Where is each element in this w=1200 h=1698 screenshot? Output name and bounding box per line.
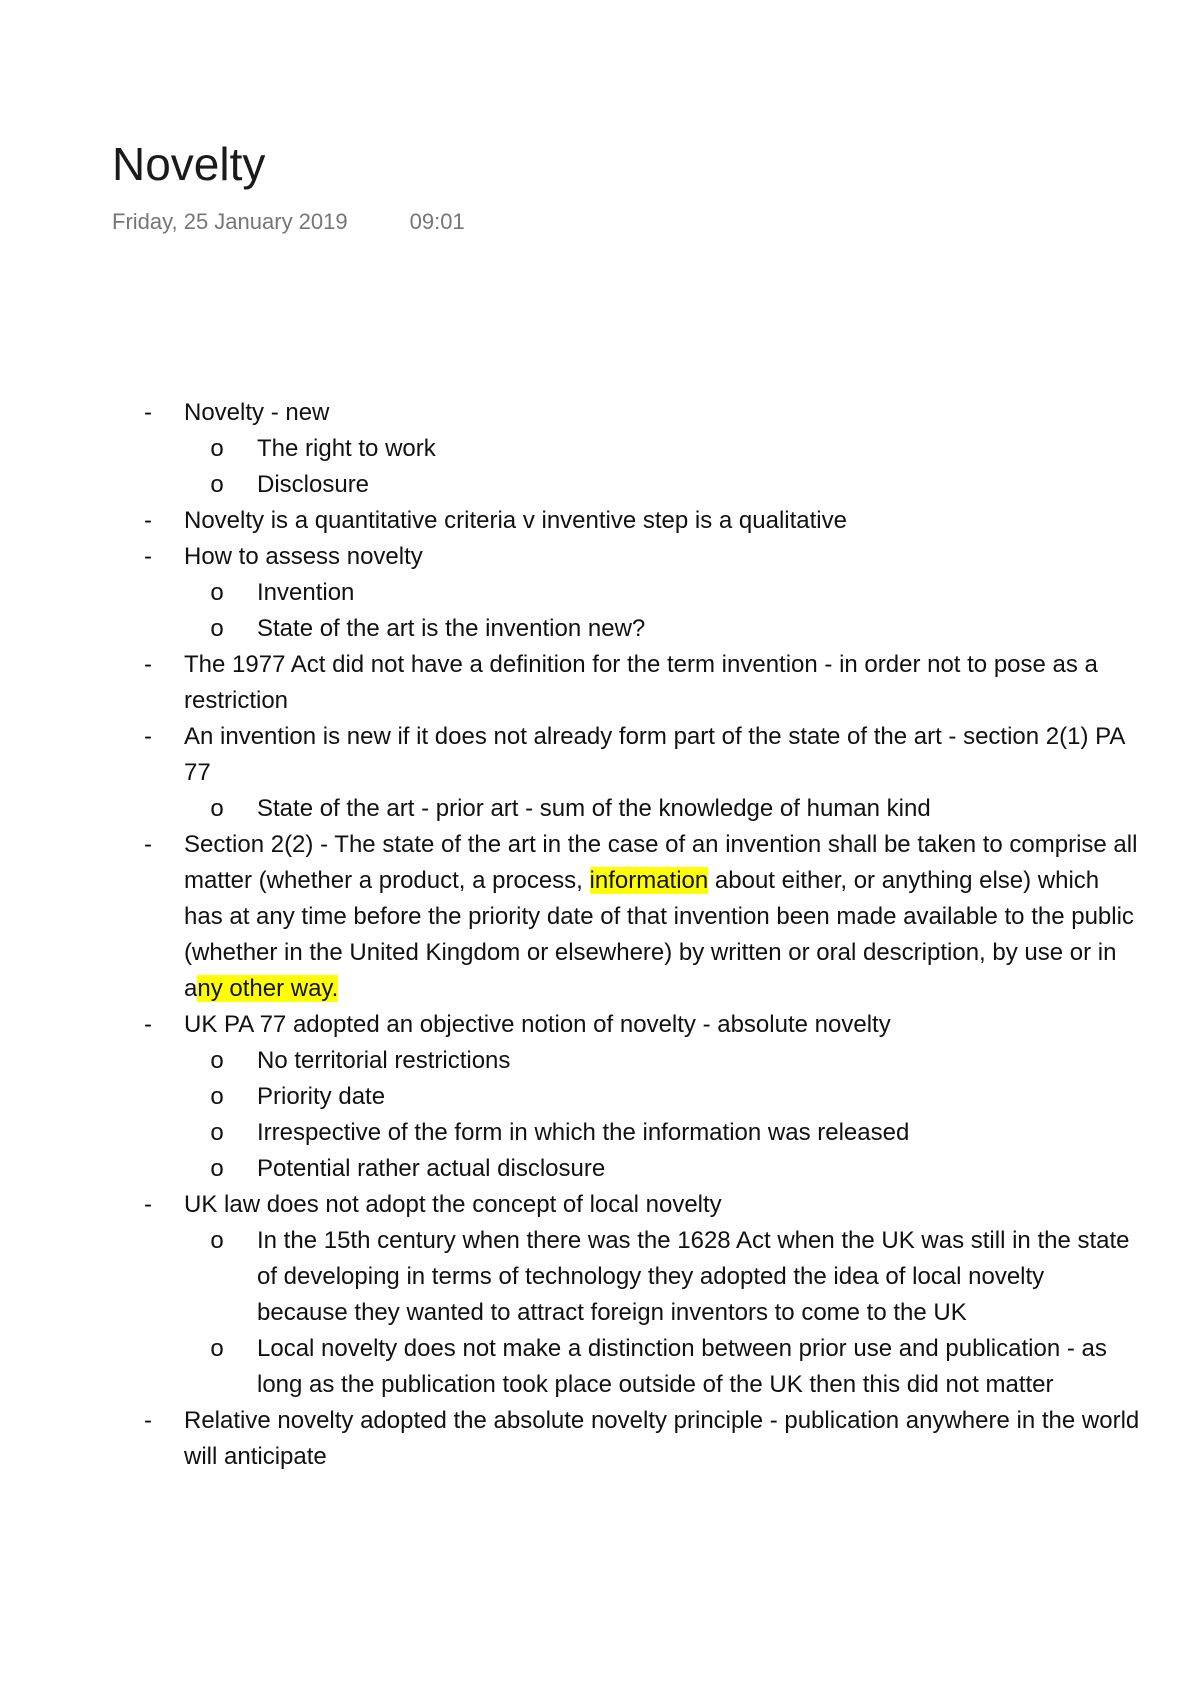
- list-item-text: [257, 1335, 1107, 1398]
- sub-list-item: [0, 431, 1200, 467]
- dash-bullet: -: [144, 1011, 152, 1038]
- text-segment: about either, or anything else) which has at any time before the priority date of that invention been made available to the public (whether in the United Kingdom or elsewhere) by written or oral description, by use or in a: [184, 867, 1134, 1002]
- circle-bullet: o: [210, 471, 224, 498]
- list-item: [0, 539, 1200, 575]
- dash-bullet: -: [144, 723, 152, 750]
- list-item-text: [184, 1191, 722, 1218]
- text-segment: Disclosure: [257, 471, 370, 498]
- text-segment: An invention is new if it does not already form part of the state of the art - section 2(1) PA 77: [184, 723, 1125, 786]
- page-title: Novelty: [112, 138, 266, 190]
- dash-bullet: -: [144, 1407, 152, 1434]
- text-segment: Potential rather actual disclosure: [257, 1155, 606, 1182]
- list-item: [0, 395, 1200, 431]
- list-item: [0, 1007, 1200, 1043]
- circle-bullet: o: [210, 1083, 224, 1110]
- list-item-text: [184, 723, 1124, 786]
- text-segment: Section 2(2) - The state of the art in the case of an invention shall be taken to comprise all matter (whether a product, a process,: [184, 831, 1138, 894]
- dash-bullet: -: [144, 1191, 152, 1218]
- list-item-text: [257, 579, 354, 606]
- list-item-text: [257, 795, 931, 822]
- dash-bullet: -: [144, 507, 152, 534]
- dash-bullet: -: [144, 651, 152, 678]
- text-segment: How to assess novelty: [184, 543, 423, 570]
- list-item: [0, 503, 1200, 539]
- text-segment: Local novelty does not make a distinction between prior use and publication - as long as the publication took place outside of the UK then this did not matter: [257, 1335, 1107, 1398]
- circle-bullet: o: [210, 1335, 224, 1362]
- text-segment: Invention: [257, 579, 355, 606]
- list-item-text: [184, 1407, 1139, 1470]
- sub-list-item: [0, 1223, 1200, 1331]
- bullet-list: [0, 395, 1200, 1475]
- text-segment: The right to work: [257, 435, 436, 462]
- list-item-text: [184, 651, 1098, 714]
- text-segment: UK law does not adopt the concept of local novelty: [184, 1191, 722, 1218]
- note-time: 09:01: [409, 209, 465, 234]
- text-segment: The 1977 Act did not have a definition for the term invention - in order not to pose as a restriction: [184, 651, 1098, 714]
- text-segment: State of the art is the invention new?: [257, 615, 646, 642]
- highlighted-text: information: [589, 867, 709, 894]
- sub-list-item: [0, 1331, 1200, 1403]
- text-segment: UK PA 77 adopted an objective notion of novelty - absolute novelty: [184, 1011, 891, 1038]
- list-item-text: [184, 399, 329, 426]
- sub-list-item: [0, 575, 1200, 611]
- text-segment: State of the art - prior art - sum of the knowledge of human kind: [257, 795, 931, 822]
- list-item: [0, 719, 1200, 791]
- text-segment: Priority date: [257, 1083, 386, 1110]
- list-item-text: [257, 1083, 385, 1110]
- circle-bullet: o: [210, 1119, 224, 1146]
- circle-bullet: o: [210, 795, 224, 822]
- circle-bullet: o: [210, 1155, 224, 1182]
- dash-bullet: -: [144, 831, 152, 858]
- text-segment: Irrespective of the form in which the information was released: [257, 1119, 910, 1146]
- text-segment: Relative novelty adopted the absolute novelty principle - publication anywhere in the world will anticipate: [184, 1407, 1140, 1470]
- dash-bullet: -: [144, 399, 152, 426]
- text-segment: No territorial restrictions: [257, 1047, 511, 1074]
- note-date: Friday, 25 January 2019: [112, 209, 348, 234]
- list-item-text: [257, 1119, 909, 1146]
- sub-list-item: [0, 611, 1200, 647]
- sub-list-item: [0, 467, 1200, 503]
- note-metadata: [112, 208, 465, 236]
- circle-bullet: o: [210, 435, 224, 462]
- list-item-text: [184, 543, 423, 570]
- sub-list-item: [0, 1043, 1200, 1079]
- sub-list-item: [0, 1151, 1200, 1187]
- list-item: [0, 827, 1200, 1007]
- list-item: [0, 1187, 1200, 1223]
- highlighted-text: ny other way.: [197, 975, 339, 1002]
- list-item-text: [257, 435, 436, 462]
- circle-bullet: o: [210, 1047, 224, 1074]
- circle-bullet: o: [210, 1227, 224, 1254]
- text-segment: Novelty is a quantitative criteria v inventive step is a qualitative: [184, 507, 847, 534]
- dash-bullet: -: [144, 543, 152, 570]
- circle-bullet: o: [210, 615, 224, 642]
- circle-bullet: o: [210, 579, 224, 606]
- sub-list-item: [0, 1079, 1200, 1115]
- list-item-text: [184, 1011, 891, 1038]
- list-item: [0, 1403, 1200, 1475]
- list-item-text: [184, 507, 847, 534]
- text-segment: Novelty - new: [184, 399, 330, 426]
- text-segment: In the 15th century when there was the 1628 Act when the UK was still in the state of developing in terms of technology they adopted the idea of local novelty because they wanted to attract foreign inventors to come to the UK: [257, 1227, 1130, 1326]
- list-item-text: [257, 471, 369, 498]
- list-item-text: [257, 1047, 510, 1074]
- list-item-text: [257, 1155, 605, 1182]
- list-item-text: [257, 1227, 1130, 1326]
- sub-list-item: [0, 791, 1200, 827]
- list-item-text: [184, 831, 1137, 1002]
- list-item: [0, 647, 1200, 719]
- sub-list-item: [0, 1115, 1200, 1151]
- list-item-text: [257, 615, 645, 642]
